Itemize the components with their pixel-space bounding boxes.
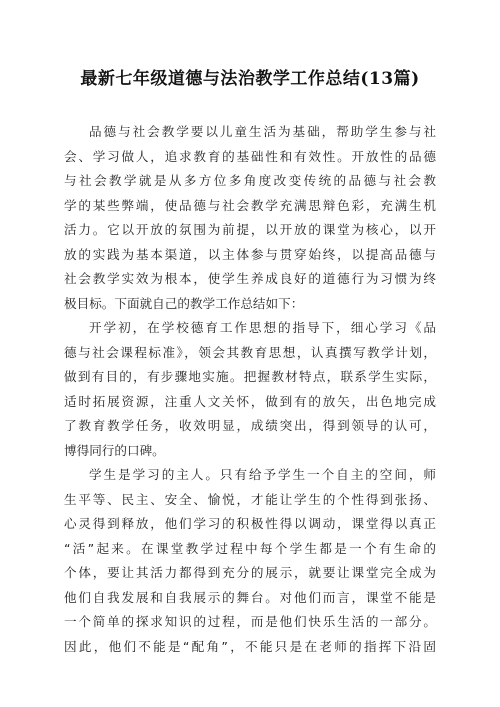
text-line: 开学初，在学校德育工作思想的指导下，细心学习《品 (89, 320, 436, 335)
text-line: 活力。它以开放的氛围为前提，以开放的课堂为核心，以开 (64, 222, 436, 237)
text-line: 一个简单的探求知识的过程，而是他们快乐生活的一部分。 (64, 614, 436, 629)
paragraph (64, 316, 436, 463)
text-line: 适时拓展资源，注重人文关怀，做到有的放矢，出色地完成 (64, 393, 436, 409)
paragraph (64, 463, 436, 659)
text-line: 生平等、民主、安全、愉悦，才能让学生的个性得到张扬、 (64, 491, 436, 507)
text-line: 心灵得到释放，他们学习的积极性得以调动，课堂得以真正 (64, 516, 436, 531)
text-line: 个体，要让其活力都得到充分的展示，就要让课堂完全成为 (64, 565, 436, 580)
text-line: 与社会教学就是从多方位多角度改变传统的品德与社会教 (64, 173, 436, 188)
document-body (64, 120, 436, 659)
text-line: 品德与社会教学要以儿童生活为基础，帮助学生参与社 (89, 124, 436, 139)
text-line: 因此，他们不能是“配角”，不能只是在老师的指挥下沿固 (64, 638, 436, 654)
text-line: 博得同行的口碑。 (64, 442, 165, 458)
text-line: 会、学习做人，追求教育的基础性和有效性。开放性的品德 (64, 148, 436, 164)
text-line: 他们自我发展和自我展示的舞台。对他们而言，课堂不能是 (64, 589, 436, 605)
text-line: 学生是学习的主人。只有给予学生一个自主的空间，师 (89, 467, 436, 482)
text-line: 了教育教学任务，收效明显，成绩突出，得到领导的认可， (64, 418, 436, 433)
text-line: 社会教学实效为根本，使学生养成良好的道德行为习惯为终 (64, 271, 436, 286)
text-line: “活”起来。在课堂教学过程中每个学生都是一个有生命的 (64, 540, 436, 556)
text-line: 德与社会课程标准》，领会其教育思想，认真撰写教学计划， (64, 344, 436, 360)
text-line: 放的实践为基本渠道，以主体参与贯穿始终，以提高品德与 (64, 246, 436, 262)
paragraph (64, 120, 436, 316)
text-line: 做到有目的，有步骤地实施。把握教材特点，联系学生实际， (64, 369, 436, 384)
text-line: 学的某些弊端，使品德与社会教学充满思辩色彩，充满生机 (64, 197, 436, 213)
text-line: 极目标。下面就自己的教学工作总结如下： (64, 295, 304, 311)
document-title: 最新七年级道德与法治教学工作总结(13篇) (80, 69, 420, 89)
